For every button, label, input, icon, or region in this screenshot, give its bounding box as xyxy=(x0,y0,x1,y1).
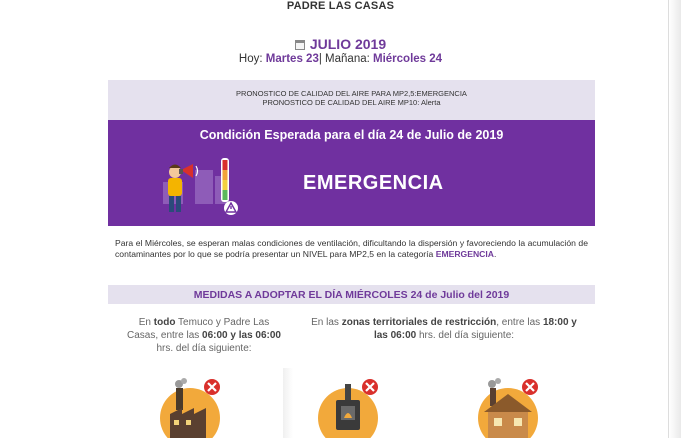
left-bold-1: todo xyxy=(153,317,176,328)
condition-panel xyxy=(108,120,595,226)
description-highlight: EMERGENCIA xyxy=(435,249,494,259)
description-end: . xyxy=(493,249,497,259)
region-title: PADRE LAS CASAS xyxy=(286,0,395,12)
tomorrow-label: Mañana: xyxy=(325,53,370,65)
wood-stove-icon xyxy=(316,378,386,438)
house-smoke-icon xyxy=(476,378,546,438)
today-value: Martes 23 xyxy=(265,53,319,65)
measures-title: MEDIDAS A ADOPTAR EL DÍA MIÉRCOLES 24 de Julio del 2019 xyxy=(108,285,595,304)
left-text-1: En xyxy=(138,317,151,328)
forecast-box xyxy=(108,80,595,120)
measures-right-text xyxy=(305,316,583,342)
right-bold-2: 18:00 y las 06:00 xyxy=(373,317,577,341)
calendar-icon xyxy=(295,40,305,50)
factory-icon xyxy=(158,378,228,438)
condition-title: Condición Esperada para el día 24 de Julio de 2019 xyxy=(199,128,504,142)
forecast-mp25: PRONOSTICO DE CALIDAD DEL AIRE PARA MP2,5:EMERGENCIA xyxy=(236,89,467,98)
right-text-1: En las xyxy=(311,317,339,328)
left-text-2: Temuco y Padre Las Casas, entre las xyxy=(127,317,270,341)
emergency-megaphone-illustration xyxy=(153,152,243,218)
window-edge xyxy=(668,0,681,438)
description-text: Para el Miércoles, se esperan malas condiciones de ventilación, dificultando la dispersión y favoreciendo la acumulación de contaminantes por lo que se podría presentar un NIVEL para MP2,5 en la categoría xyxy=(115,238,588,259)
column-divider xyxy=(283,368,293,438)
right-text-3: hrs. del día siguiente: xyxy=(418,330,515,341)
forecast-mp10: PRONOSTICO DE CALIDAD DEL AIRE MP10: Alerta xyxy=(262,98,441,107)
description-paragraph xyxy=(115,238,588,260)
right-text-2: , entre las xyxy=(496,317,541,328)
today-label: Hoy: xyxy=(238,53,263,65)
day-line xyxy=(0,53,681,65)
measures-left-text xyxy=(124,316,284,355)
tomorrow-value: Miércoles 24 xyxy=(373,53,443,65)
month-year: JULIO 2019 xyxy=(309,36,387,52)
condition-level: EMERGENCIA xyxy=(303,172,444,194)
date-title xyxy=(0,36,681,52)
left-text-3: hrs. del día siguiente: xyxy=(156,343,252,354)
left-bold-2: 06:00 y las 06:00 xyxy=(202,330,281,341)
day-separator: | xyxy=(318,53,322,65)
right-bold-1: zonas territoriales de restricción xyxy=(341,317,497,328)
